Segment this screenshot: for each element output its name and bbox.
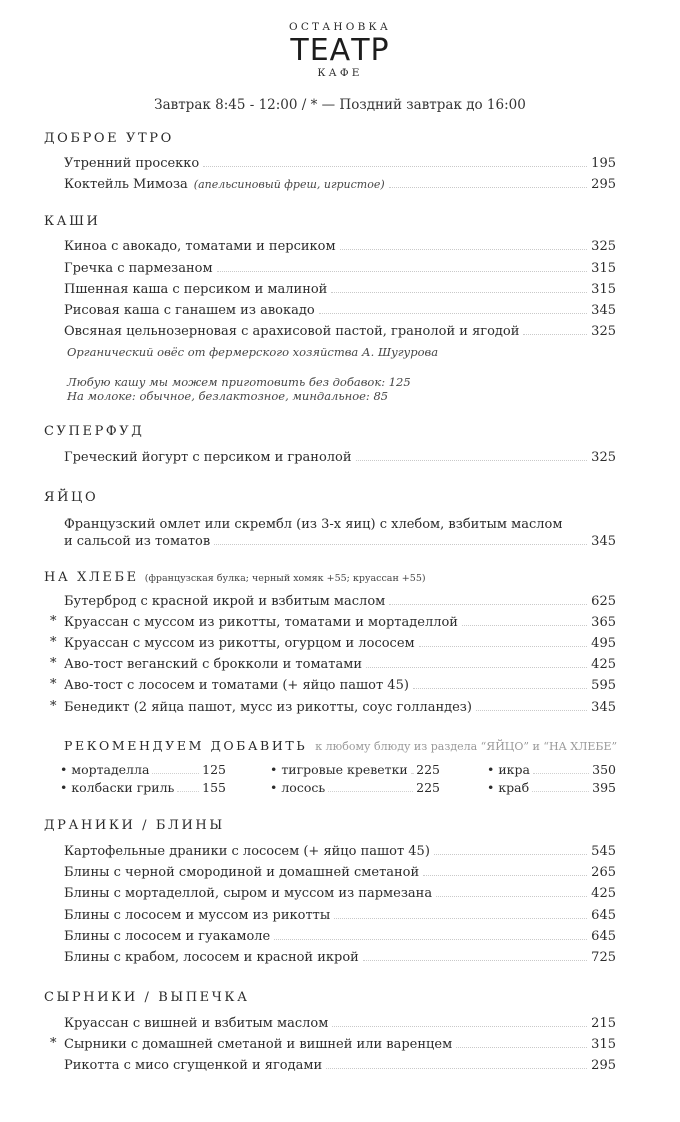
item-name: Рисовая каша с ганашем из авокадо — [64, 303, 315, 318]
item-name: Аво-тост с лососем и томатами (+ яйцо пашот 45) — [64, 678, 409, 693]
late-breakfast-star-icon: * — [50, 699, 57, 714]
item-price: 545 — [591, 844, 616, 859]
item-price: 625 — [591, 594, 616, 609]
item-name: Круассан с муссом из рикотты, томатами и мортаделлой — [64, 615, 458, 630]
bread-options-note: (французская булка; черный хомяк +55; круассан +55) — [144, 573, 426, 584]
addon-price: 225 — [416, 762, 440, 777]
dot-leader — [436, 896, 587, 897]
menu-item-omelette — [64, 516, 616, 550]
item-name: Овсяная цельнозерновая с арахисовой пастой, гранолой и ягодой — [64, 324, 520, 339]
menu-item — [64, 261, 616, 280]
brand-top-line: ОСТАНОВКА — [289, 21, 391, 33]
addon-price: 395 — [592, 780, 616, 795]
dot-leader — [328, 791, 413, 792]
dot-leader — [366, 667, 587, 668]
addon-item — [487, 762, 616, 779]
menu-item — [64, 594, 616, 613]
item-note: (апельсиновый фреш, игристое) — [193, 178, 385, 191]
item-name: Бенедикт (2 яйца пашот, мусс из рикотты, соус голландез) — [64, 700, 472, 715]
item-line2 — [64, 533, 616, 550]
dot-leader — [331, 292, 587, 293]
addon-price: 155 — [202, 780, 226, 795]
item-name: Пшенная каша с персиком и малиной — [64, 282, 328, 297]
menu-item — [50, 677, 616, 697]
item-name-line2: и сальсой из томатов — [64, 534, 211, 549]
item-price: 315 — [591, 282, 616, 297]
item-price: 495 — [591, 636, 616, 651]
item-price: 325 — [591, 450, 616, 465]
menu-item — [64, 950, 616, 969]
item-name-line1: Французский омлет или скрембл (из 3-х яиц) с хлебом, взбитым маслом — [64, 517, 563, 532]
menu-item — [64, 239, 616, 258]
menu-item — [64, 844, 616, 863]
dot-leader — [356, 460, 588, 461]
item-name: Утренний просекко — [64, 156, 200, 171]
menu-item — [64, 282, 616, 301]
addon-name: • лосось — [270, 780, 326, 795]
item-price: 195 — [591, 156, 616, 171]
item-price: 425 — [591, 886, 616, 901]
late-breakfast-star-icon: * — [50, 635, 57, 650]
menu-item — [50, 635, 616, 655]
dot-leader — [389, 604, 587, 605]
item-name: Блины с черной смородиной и домашней сметаной — [64, 865, 420, 880]
late-breakfast-star-icon: * — [50, 677, 57, 692]
addon-item — [487, 780, 616, 797]
opening-hours: Завтрак 8:45 - 12:00 / * — Поздний завтрак до 16:00 — [154, 97, 526, 113]
item-name: Блины с лососем и гуакамоле — [64, 929, 271, 944]
addon-item — [270, 780, 440, 797]
menu-item — [50, 656, 616, 676]
dot-leader — [389, 187, 588, 188]
item-price: 595 — [591, 678, 616, 693]
item-name: Рикотта с мисо сгущенкой и ягодами — [64, 1058, 323, 1073]
dot-leader — [423, 875, 587, 876]
late-breakfast-star-icon: * — [50, 656, 57, 671]
section-title-morning: ДОБРОЕ УТРО — [44, 131, 174, 146]
porridge-plain-note: Любую кашу мы можем приготовить без добавок: 125 — [67, 375, 411, 389]
item-name: Блины с мортаделлой, сыром и муссом из пармезана — [64, 886, 433, 901]
item-price: 295 — [591, 177, 616, 192]
dot-leader — [340, 249, 588, 250]
porridge-milk-note: На молоке: обычное, безлактозное, миндальное: 85 — [67, 389, 389, 403]
menu-item — [64, 1016, 616, 1035]
brand-name: ТЕАТР — [290, 33, 390, 68]
menu-item — [64, 929, 616, 948]
addon-item — [60, 762, 226, 779]
addon-name: • тигровые креветки — [270, 762, 408, 777]
addon-name: • икра — [487, 762, 530, 777]
item-price: 645 — [591, 929, 616, 944]
menu-item — [64, 908, 616, 927]
recommend-title: РЕКОМЕНДУЕМ ДОБАВИТЬ — [64, 738, 308, 753]
dot-leader — [326, 1068, 587, 1069]
item-name: Бутерброд с красной икрой и взбитым маслом — [64, 594, 386, 609]
addon-price: 125 — [202, 762, 226, 777]
section-title-superfood: СУПЕРФУД — [44, 424, 145, 439]
item-name: Блины с лососем и муссом из рикотты — [64, 908, 331, 923]
dot-leader — [462, 625, 587, 626]
dot-leader — [523, 334, 587, 335]
menu-item — [64, 156, 616, 175]
section-title-text: НА ХЛЕБЕ — [44, 570, 139, 585]
item-price: 645 — [591, 908, 616, 923]
menu-item — [50, 614, 616, 634]
item-price: 315 — [591, 1037, 616, 1052]
item-price: 325 — [591, 324, 616, 339]
item-name: Коктейль Мимоза — [64, 177, 188, 192]
late-breakfast-star-icon: * — [50, 1036, 57, 1051]
item-name: Киноа с авокадо, томатами и персиком — [64, 239, 336, 254]
late-breakfast-star-icon: * — [50, 614, 57, 629]
dot-leader — [203, 166, 587, 167]
dot-leader — [177, 791, 199, 792]
item-price: 215 — [591, 1016, 616, 1031]
item-name: Аво-тост веганский с брокколи и томатами — [64, 657, 363, 672]
section-title-syrniki: СЫРНИКИ / ВЫПЕЧКА — [44, 990, 250, 1005]
dot-leader — [319, 313, 588, 314]
dot-leader — [456, 1047, 587, 1048]
menu-item — [64, 886, 616, 905]
menu-item — [64, 303, 616, 322]
section-title-pancakes: ДРАНИКИ / БЛИНЫ — [44, 818, 225, 833]
item-name: Блины с крабом, лососем и красной икрой — [64, 950, 359, 965]
item-name: Гречка с пармезаном — [64, 261, 213, 276]
item-price: 265 — [591, 865, 616, 880]
oats-origin-note: Органический овёс от фермерского хозяйства А. Шугурова — [67, 345, 439, 359]
section-title-egg: ЯЙЦО — [44, 490, 99, 505]
menu-item — [50, 1036, 616, 1056]
item-price: 365 — [591, 615, 616, 630]
dot-leader — [532, 791, 589, 792]
item-price: 315 — [591, 261, 616, 276]
menu-item — [64, 1058, 616, 1077]
dot-leader — [434, 854, 587, 855]
addon-item — [60, 780, 226, 797]
item-name: Сырники с домашней сметаной и вишней или варенцем — [64, 1037, 453, 1052]
item-name: Круассан с вишней и взбитым маслом — [64, 1016, 329, 1031]
menu-item — [64, 324, 616, 343]
dot-leader — [217, 271, 588, 272]
dot-leader — [411, 773, 413, 774]
section-title-bread — [44, 570, 426, 585]
item-price: 345 — [591, 534, 616, 549]
item-price: 325 — [591, 239, 616, 254]
menu-item — [50, 699, 616, 719]
menu-item — [64, 177, 616, 196]
dot-leader — [152, 773, 199, 774]
item-name: Греческий йогурт с персиком и гранолой — [64, 450, 352, 465]
dot-leader — [274, 939, 587, 940]
addon-item — [270, 762, 440, 779]
item-price: 345 — [591, 303, 616, 318]
addon-name: • краб — [487, 780, 530, 795]
dot-leader — [533, 773, 589, 774]
menu-item — [64, 865, 616, 884]
dot-leader — [214, 544, 587, 545]
section-title-porridge: КАШИ — [44, 214, 101, 229]
item-price: 725 — [591, 950, 616, 965]
dot-leader — [413, 688, 587, 689]
item-price: 295 — [591, 1058, 616, 1073]
item-name: Круассан с муссом из рикотты, огурцом и лососем — [64, 636, 415, 651]
addon-price: 225 — [416, 780, 440, 795]
dot-leader — [363, 960, 587, 961]
dot-leader — [419, 646, 588, 647]
dot-leader — [334, 918, 587, 919]
menu-item — [64, 450, 616, 469]
item-name: Картофельные драники с лососем (+ яйцо пашот 45) — [64, 844, 430, 859]
addon-price: 350 — [592, 762, 616, 777]
addon-name: • мортаделла — [60, 762, 150, 777]
brand-header — [0, 20, 680, 80]
dot-leader — [332, 1026, 587, 1027]
recommend-header — [64, 735, 617, 754]
item-price: 345 — [591, 700, 616, 715]
dot-leader — [476, 710, 587, 711]
recommend-subtitle: к любому блюду из раздела “ЯЙЦО” и “НА ХЛЕБЕ” — [315, 740, 618, 753]
addon-name: • колбаски гриль — [60, 780, 175, 795]
item-price: 425 — [591, 657, 616, 672]
brand-bottom-line: КАФЕ — [317, 67, 363, 79]
